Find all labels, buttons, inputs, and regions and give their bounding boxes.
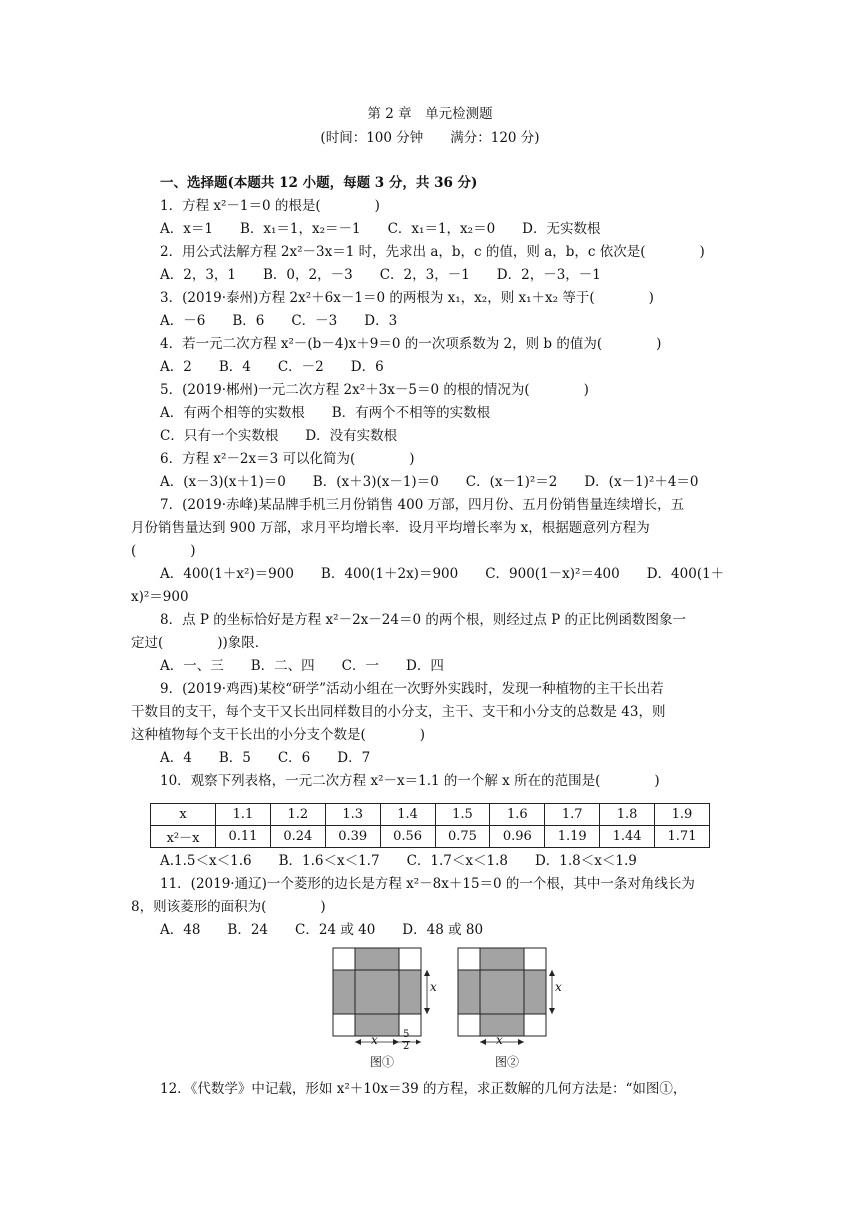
q7-options-cont: x)²＝900 bbox=[131, 589, 189, 605]
q12-line1: 12．《代数学》中记载，形如 x²＋10x＝39 的方程，求正数解的几何方法是：“如图①， bbox=[160, 1081, 687, 1097]
figure-2-x-horizontal: x bbox=[496, 1033, 503, 1047]
table-cell: x²－x bbox=[151, 826, 216, 848]
table-cell: 0.24 bbox=[270, 826, 325, 848]
q1: 1．方程 x²－1＝0 的根是( ) bbox=[160, 198, 380, 214]
q5: 5．(2019·郴州)一元二次方程 2x²＋3x－5＝0 的根的情况为( ) bbox=[160, 382, 589, 398]
table-cell: 0.75 bbox=[435, 826, 490, 848]
q1-options: A．x＝1 B．x₁＝1，x₂＝－1 C．x₁＝1，x₂＝0 D．无实数根 bbox=[160, 221, 601, 237]
q2: 2．用公式法解方程 2x²－3x＝1 时，先求出 a，b，c 的值，则 a，b，c 依次是( ) bbox=[160, 244, 705, 260]
q7-options: A．400(1＋x²)＝900 B．400(1＋2x)＝900 C．900(1－x)²＝400 D．400(1＋ bbox=[160, 566, 725, 582]
table-cell: 1.9 bbox=[655, 804, 710, 826]
figure-1-fraction-numerator: 5 bbox=[403, 1029, 410, 1040]
q11-options: A．48 B．24 C．24 或 40 D．48 或 80 bbox=[160, 922, 484, 938]
page-title: 第 2 章 单元检测题 bbox=[367, 106, 493, 122]
q6-options: A．(x－3)(x＋1)＝0 B．(x＋3)(x－1)＝0 C．(x－1)²＝2 D．(x－1)²＋4＝0 bbox=[160, 474, 699, 490]
figure-1-caption: 图① bbox=[370, 1055, 395, 1069]
q4: 4．若一元二次方程 x²－(b－4)x＋9＝0 的一次项系数为 2，则 b 的值为( ) bbox=[160, 336, 662, 352]
value-table bbox=[150, 803, 710, 848]
table-cell: 0.96 bbox=[490, 826, 545, 848]
q3-options: A．－6 B．6 C．－3 D．3 bbox=[160, 313, 398, 329]
q7-line3: ( ) bbox=[131, 543, 196, 559]
q8-line2: 定过( ))象限． bbox=[131, 635, 269, 651]
q10: 10．观察下列表格，一元二次方程 x²－x＝1.1 的一个解 x 所在的范围是( ) bbox=[160, 773, 660, 789]
q7-line1: 7．(2019·赤峰)某品牌手机三月份销售 400 万部，四月份、五月份销售量连续增长，五 bbox=[160, 497, 685, 513]
q9-line3: 这种植物每个支干长出的小分支个数是( ) bbox=[131, 727, 426, 743]
q6: 6．方程 x²－2x＝3 可以化简为( ) bbox=[160, 451, 415, 467]
q4-options: A．2 B．4 C．－2 D．6 bbox=[160, 359, 384, 375]
q9-line2: 干数目的支干，每个支干又长出同样数目的小分支，主干、支干和小分支的总数是 43，则 bbox=[131, 704, 666, 720]
q10-options: A.1.5＜x＜1.6 B．1.6＜x＜1.7 C．1.7＜x＜1.8 D．1.8＜x＜1.9 bbox=[160, 853, 637, 869]
figure-2 bbox=[455, 943, 565, 1053]
figure-1-fraction-denominator: 2 bbox=[403, 1041, 410, 1052]
table-cell: 1.5 bbox=[435, 804, 490, 826]
q5-options-cd: C．只有一个实数根 D．没有实数根 bbox=[160, 428, 398, 444]
table-cell: 1.6 bbox=[490, 804, 545, 826]
table-row bbox=[151, 804, 710, 826]
table-cell: 1.1 bbox=[216, 804, 271, 826]
q11-line1: 11．(2019·通辽)一个菱形的边长是方程 x²－8x＋15＝0 的一个根，其中一条对角线长为 bbox=[160, 876, 695, 892]
figure-1-x-horizontal: x bbox=[371, 1033, 378, 1047]
section-heading: 一、选择题(本题共 12 小题，每题 3 分，共 36 分) bbox=[160, 175, 478, 191]
table-cell: 0.39 bbox=[325, 826, 380, 848]
table-cell: 1.2 bbox=[270, 804, 325, 826]
q7-line2: 月份销售量达到 900 万部，求月平均增长率．设月平均增长率为 x，根据题意列方程为 bbox=[131, 520, 650, 536]
q11-line2: 8，则该菱形的面积为( ) bbox=[131, 899, 326, 915]
table-cell: 0.56 bbox=[380, 826, 435, 848]
q5-options-ab: A．有两个相等的实数根 B．有两个不相等的实数根 bbox=[160, 405, 491, 421]
figure-1-x-vertical: x bbox=[430, 980, 437, 994]
table-cell: 1.8 bbox=[600, 804, 655, 826]
table-row bbox=[151, 826, 710, 848]
table-cell: 1.44 bbox=[600, 826, 655, 848]
page-subtitle: (时间：100 分钟 满分：120 分) bbox=[320, 130, 540, 146]
q3: 3．(2019·泰州)方程 2x²＋6x－1＝0 的两根为 x₁，x₂，则 x₁＋x₂ 等于( ) bbox=[160, 290, 654, 306]
table-cell: 1.4 bbox=[380, 804, 435, 826]
q9-line1: 9．(2019·鸡西)某校“研学”活动小组在一次野外实践时，发现一种植物的主干长出若 bbox=[160, 681, 664, 697]
table-cell: x bbox=[151, 804, 216, 826]
figure-2-caption: 图② bbox=[495, 1055, 520, 1069]
table-cell: 1.7 bbox=[545, 804, 600, 826]
q2-options: A．2，3，1 B．0，2，－3 C．2，3，－1 D．2，－3，－1 bbox=[160, 267, 601, 283]
q8-options: A．一、三 B．二、四 C．一 D．四 bbox=[160, 658, 444, 674]
table-cell: 1.3 bbox=[325, 804, 380, 826]
table-cell: 0.11 bbox=[216, 826, 271, 848]
q8-line1: 8．点 P 的坐标恰好是方程 x²－2x－24＝0 的两个根，则经过点 P 的正比例函数图象一 bbox=[160, 612, 686, 628]
figure-1 bbox=[330, 943, 440, 1053]
table-cell: 1.71 bbox=[655, 826, 710, 848]
figure-2-x-vertical: x bbox=[555, 980, 562, 994]
table-cell: 1.19 bbox=[545, 826, 600, 848]
q9-options: A．4 B．5 C．6 D．7 bbox=[160, 750, 371, 766]
